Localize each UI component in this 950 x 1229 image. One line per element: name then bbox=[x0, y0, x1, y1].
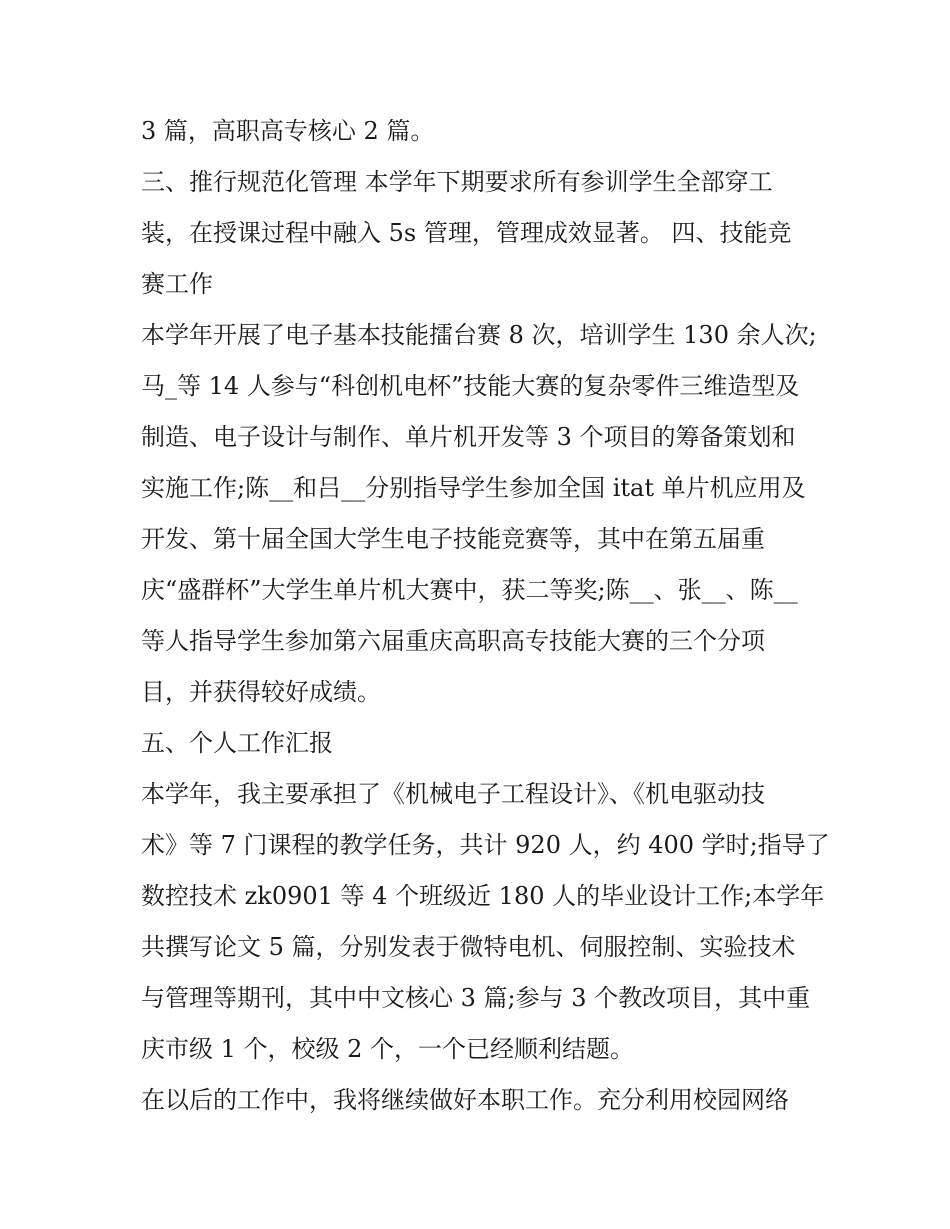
text-line: 在以后的工作中，我将继续做好本职工作。充分利用校园网络 bbox=[141, 1086, 789, 1114]
text-line: 3 篇，高职高专核心 2 篇。 bbox=[141, 117, 435, 145]
text-line: 共撰写论文 5 篇，分别发表于微特电机、伺服控制、实验技术 bbox=[141, 933, 796, 961]
text-line: 赛工作 bbox=[141, 270, 213, 298]
text-line: 目，并获得较好成绩。 bbox=[141, 678, 381, 706]
text-line: 术》等 7 门课程的教学任务，共计 920 人，约 400 学时;指导了 bbox=[141, 831, 830, 859]
text-line: 制造、电子设计与制作、单片机开发等 3 个项目的筹备策划和 bbox=[141, 423, 796, 451]
text-line: 等人指导学生参加第六届重庆高职高专技能大赛的三个分项 bbox=[141, 627, 765, 655]
text-line: 数控技术 zk0901 等 4 个班级近 180 人的毕业设计工作;本学年 bbox=[141, 882, 825, 910]
text-line: 马_等 14 人参与“科创机电杯”技能大赛的复杂零件三维造型及 bbox=[141, 372, 800, 400]
text-line: 实施工作;陈__和吕__分别指导学生参加全国 itat 单片机应用及 bbox=[141, 474, 806, 502]
section-heading-line: 五、个人工作汇报 bbox=[141, 729, 333, 757]
text-line: 本学年开展了电子基本技能擂台赛 8 次，培训学生 130 余人次; bbox=[141, 321, 817, 349]
text-line: 与管理等期刊，其中中文核心 3 篇;参与 3 个教改项目，其中重 bbox=[141, 984, 811, 1012]
section-heading-line: 三、推行规范化管理 本学年下期要求所有参训学生全部穿工 bbox=[141, 168, 773, 196]
text-line: 庆“盛群杯”大学生单片机大赛中，获二等奖;陈__、张__、陈__ bbox=[141, 576, 798, 604]
text-line: 开发、第十届全国大学生电子技能竞赛等，其中在第五届重 bbox=[141, 525, 765, 553]
text-line: 装，在授课过程中融入 5s 管理，管理成效显著。 四、技能竞 bbox=[141, 219, 792, 247]
document-body bbox=[141, 106, 841, 1126]
text-line: 本学年，我主要承担了《机械电子工程设计》、《机电驱动技 bbox=[141, 780, 765, 808]
text-line: 庆市级 1 个，校级 2 个，一个已经顺利结题。 bbox=[141, 1035, 635, 1063]
